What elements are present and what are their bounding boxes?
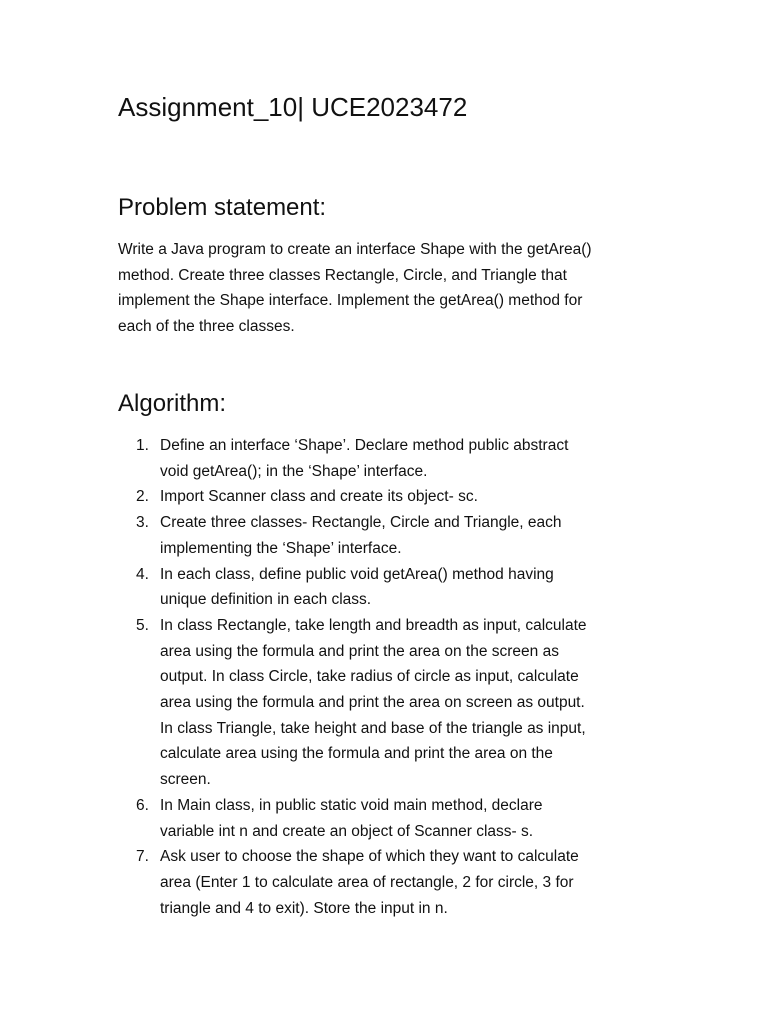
step-text-line: In class Triangle, take height and base of the triangle as input, (160, 719, 586, 737)
step-text-line: In each class, define public void getArea() method having (160, 565, 554, 583)
problem-statement-line: method. Create three classes Rectangle, Circle, and Triangle that (118, 266, 567, 284)
step-text-line: output. In class Circle, take radius of circle as input, calculate (160, 668, 579, 686)
step-text-line: Define an interface ‘Shape’. Declare method public abstract (160, 437, 569, 454)
step-number: 5. (136, 616, 149, 634)
step-text-line: Create three classes- Rectangle, Circle and Triangle, each (160, 514, 562, 532)
step-text-line: area (Enter 1 to calculate area of rectangle, 2 for circle, 3 for (160, 873, 574, 891)
problem-statement-line: Write a Java program to create an interface Shape with the getArea() (118, 241, 592, 258)
step-text-line: area using the formula and print the area on screen as output. (160, 694, 585, 712)
problem-statement-heading: Problem statement: (118, 194, 327, 221)
algorithm-heading: Algorithm: (118, 390, 227, 417)
problem-statement-line: each of the three classes. (118, 317, 295, 335)
algorithm-step-2 (118, 484, 658, 510)
step-number: 7. (136, 848, 149, 866)
algorithm-step-7 (118, 844, 658, 921)
step-text-line: unique definition in each class. (160, 591, 372, 609)
step-number: 1. (136, 437, 149, 454)
problem-statement-paragraph (118, 237, 658, 339)
step-text-line: void getArea(); in the ‘Shape’ interface. (160, 462, 428, 480)
problem-statement-line: implement the Shape interface. Implement the getArea() method for (118, 292, 583, 310)
step-number: 3. (136, 514, 149, 532)
step-text-line: screen. (160, 771, 211, 789)
step-text-line: implementing the ‘Shape’ interface. (160, 539, 402, 557)
step-text-line: In class Rectangle, take length and breadth as input, calculate (160, 616, 587, 634)
algorithm-step-5 (118, 613, 658, 793)
step-text-line: Import Scanner class and create its object- sc. (160, 488, 478, 506)
step-text-line: Ask user to choose the shape of which they want to calculate (160, 848, 579, 866)
step-text-line: triangle and 4 to exit). Store the input in n. (160, 899, 448, 917)
step-number: 4. (136, 565, 149, 583)
algorithm-steps-list (118, 433, 658, 921)
document-title: Assignment_10| UCE2023472 (118, 92, 468, 122)
algorithm-step-1 (118, 433, 658, 484)
step-number: 2. (136, 488, 149, 506)
algorithm-step-3 (118, 510, 658, 561)
step-text-line: variable int n and create an object of Scanner class- s. (160, 822, 534, 840)
step-text-line: In Main class, in public static void main method, declare (160, 796, 543, 814)
algorithm-step-4 (118, 562, 658, 613)
step-number: 6. (136, 796, 149, 814)
step-text-line: area using the formula and print the area on the screen as (160, 642, 559, 660)
step-text-line: calculate area using the formula and print the area on the (160, 745, 553, 763)
algorithm-step-6 (118, 793, 658, 844)
